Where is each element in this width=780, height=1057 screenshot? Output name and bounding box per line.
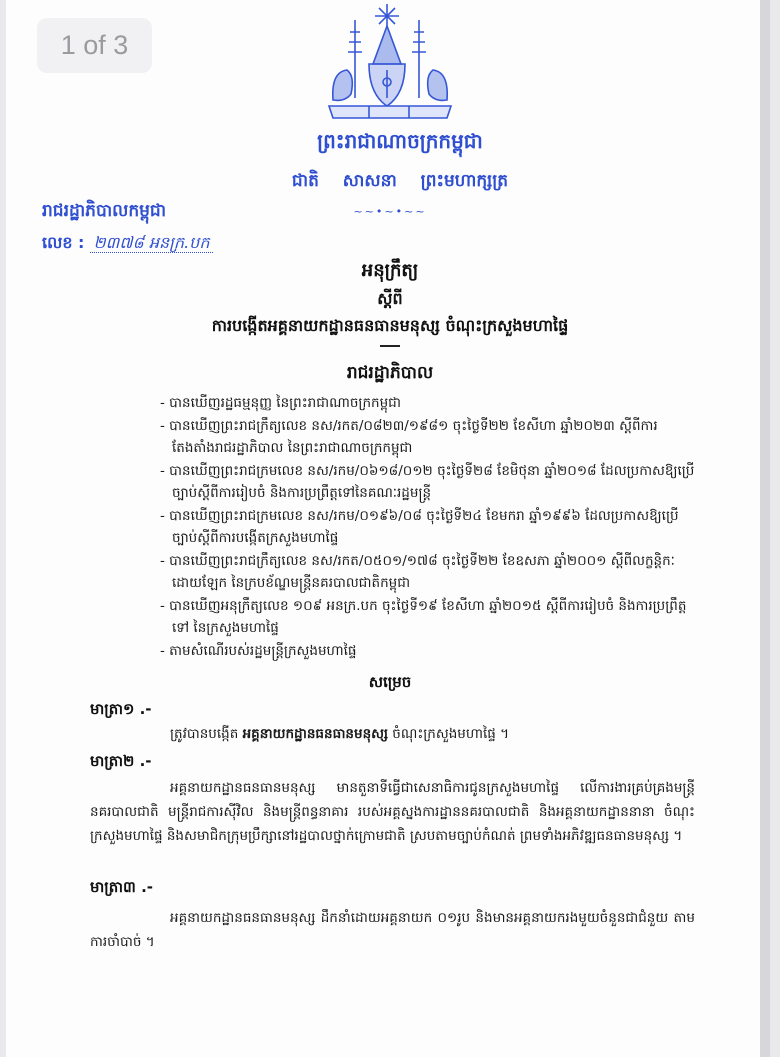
page-edge (760, 0, 770, 1057)
document-about: ស្តីពី (377, 289, 403, 308)
consideration-item: - តាមសំណើរបស់រដ្ឋមន្ត្រីក្រសួងមហាផ្ទៃ (160, 643, 357, 659)
ornament-divider: ~~•~•~~ (353, 205, 427, 218)
decision-heading: សម្រេច (368, 673, 412, 691)
article-3-body: អគ្គនាយកដ្ឋានធនធានមនុស្ស ដឹកនាំដោយអគ្គនាយក ០១រូប និងមានអគ្គនាយករងមួយចំនួនជាជំនួយ តាមការចាំបាច់ ។ (90, 910, 695, 950)
reference-value: ២៣៧៨ អនក្រ.បក (90, 233, 214, 253)
article-3-heading: មាត្រា៣ .- (90, 878, 153, 896)
department-name: អគ្គនាយកដ្ឋានធនធានមនុស្ស (242, 726, 389, 742)
consideration-item: - បានឃើញព្រះរាជក្រឹត្យលេខ នស/រកត/០៥០១/១៧៨ ចុះថ្ងៃទី២២ ខែឧសភា ឆ្នាំ២០០១ ស្តីពីលក្ខន្តិកៈដោយឡែក នៃក្របខ័ណ្ឌមន្ត្រីនគរបាលជាតិកម្ពុជា (160, 553, 675, 591)
royal-arms-of-cambodia-icon (325, 2, 455, 124)
authority-heading: រាជរដ្ឋាភិបាល (346, 363, 434, 383)
national-motto: ជាតិ សាសនា ព្រះមហាក្សត្រ (291, 171, 509, 191)
article-2-heading: មាត្រា២ .- (90, 752, 152, 770)
reference-number (42, 232, 213, 256)
document-type: អនុក្រឹត្យ (361, 260, 419, 281)
kingdom-title: ព្រះរាជាណាចក្រកម្ពុជា (317, 129, 483, 153)
consideration-item: - បានឃើញព្រះរាជក្រមលេខ នស/រកម/០៦១៨/០១២ ចុះថ្ងៃទី២៨ ខែមិថុនា ឆ្នាំ២០១៨ ដែលប្រកាសឱ្យប្រើច្បាប់ស្តីពីការរៀបចំ និងការប្រព្រឹត្តទៅនៃគណៈរដ្ឋមន្ត្រី (160, 463, 695, 501)
article-1-body: ត្រូវបានបង្កើត អគ្គនាយកដ្ឋានធនធានមនុស្ស ចំណុះក្រសួងមហាផ្ទៃ ។ (170, 726, 510, 742)
article-1-heading: មាត្រា១ .- (90, 700, 152, 718)
consideration-item: - បានឃើញព្រះរាជក្រឹត្យលេខ នស/រកត/០៨២៣/១៩៨១ ចុះថ្ងៃទី២២ ខែសីហា ឆ្នាំ២០២៣ ស្តីពីការតែងតាំងរាជរដ្ឋាភិបាល នៃព្រះរាជាណាចក្រកម្ពុជា (160, 418, 658, 456)
consideration-item: - បានឃើញរដ្ឋធម្មនុញ្ញ នៃព្រះរាជាណាចក្រកម្ពុជា (160, 395, 402, 411)
considerations-list (160, 392, 695, 663)
consideration-item: - បានឃើញព្រះរាជក្រមលេខ នស/រកម/០១៩៦/០៨ ចុះថ្ងៃទី២៤ ខែមករា ឆ្នាំ១៩៩៦ ដែលប្រកាសឱ្យប្រើច្បាប់ស្តីពីការបង្កើតក្រសួងមហាផ្ទៃ (160, 508, 679, 546)
issuing-authority: រាជរដ្ឋាភិបាលកម្ពុជា (42, 201, 167, 221)
article-2-body: អគ្គនាយកដ្ឋានធនធានមនុស្ស មានតួនាទីធ្វើជាសេនាធិការជូនក្រសួងមហាផ្ទៃ លើការងារគ្រប់គ្រងមន្ត្រីនគរបាលជាតិ មន្ត្រីរាជការស៊ីវិល និងមន្ត្រីពន្ធនាគារ របស់អគ្គស្នងការដ្ឋាននគរបាលជាតិ និងអគ្គនាយកដ្ឋាននានា ចំណុះក្រសួងមហាផ្ទៃ និងសមាជិកក្រុមប្រឹក្សានៅរដ្ឋបាលថ្នាក់ក្រោមជាតិ ស្របតាមច្បាប់កំណត់ ព្រមទាំងអភិវឌ្ឍធនធានមនុស្ស ។ (90, 780, 695, 844)
page-indicator: 1 of 3 (37, 18, 152, 73)
document-subject: ការបង្កើតអគ្គនាយកដ្ឋានធនធានមនុស្ស ចំណុះក្រសួងមហាផ្ទៃ (211, 316, 569, 335)
consideration-item: - បានឃើញអនុក្រឹត្យលេខ ១០៩ អនក្រ.បក ចុះថ្ងៃទី១៩ ខែសីហា ឆ្នាំ២០១៥ ស្តីពីការរៀបចំ និងការប្រព្រឹត្តទៅ នៃក្រសួងមហាផ្ទៃ (160, 598, 687, 636)
title-divider (380, 345, 400, 347)
reference-label: លេខ : (42, 233, 85, 252)
